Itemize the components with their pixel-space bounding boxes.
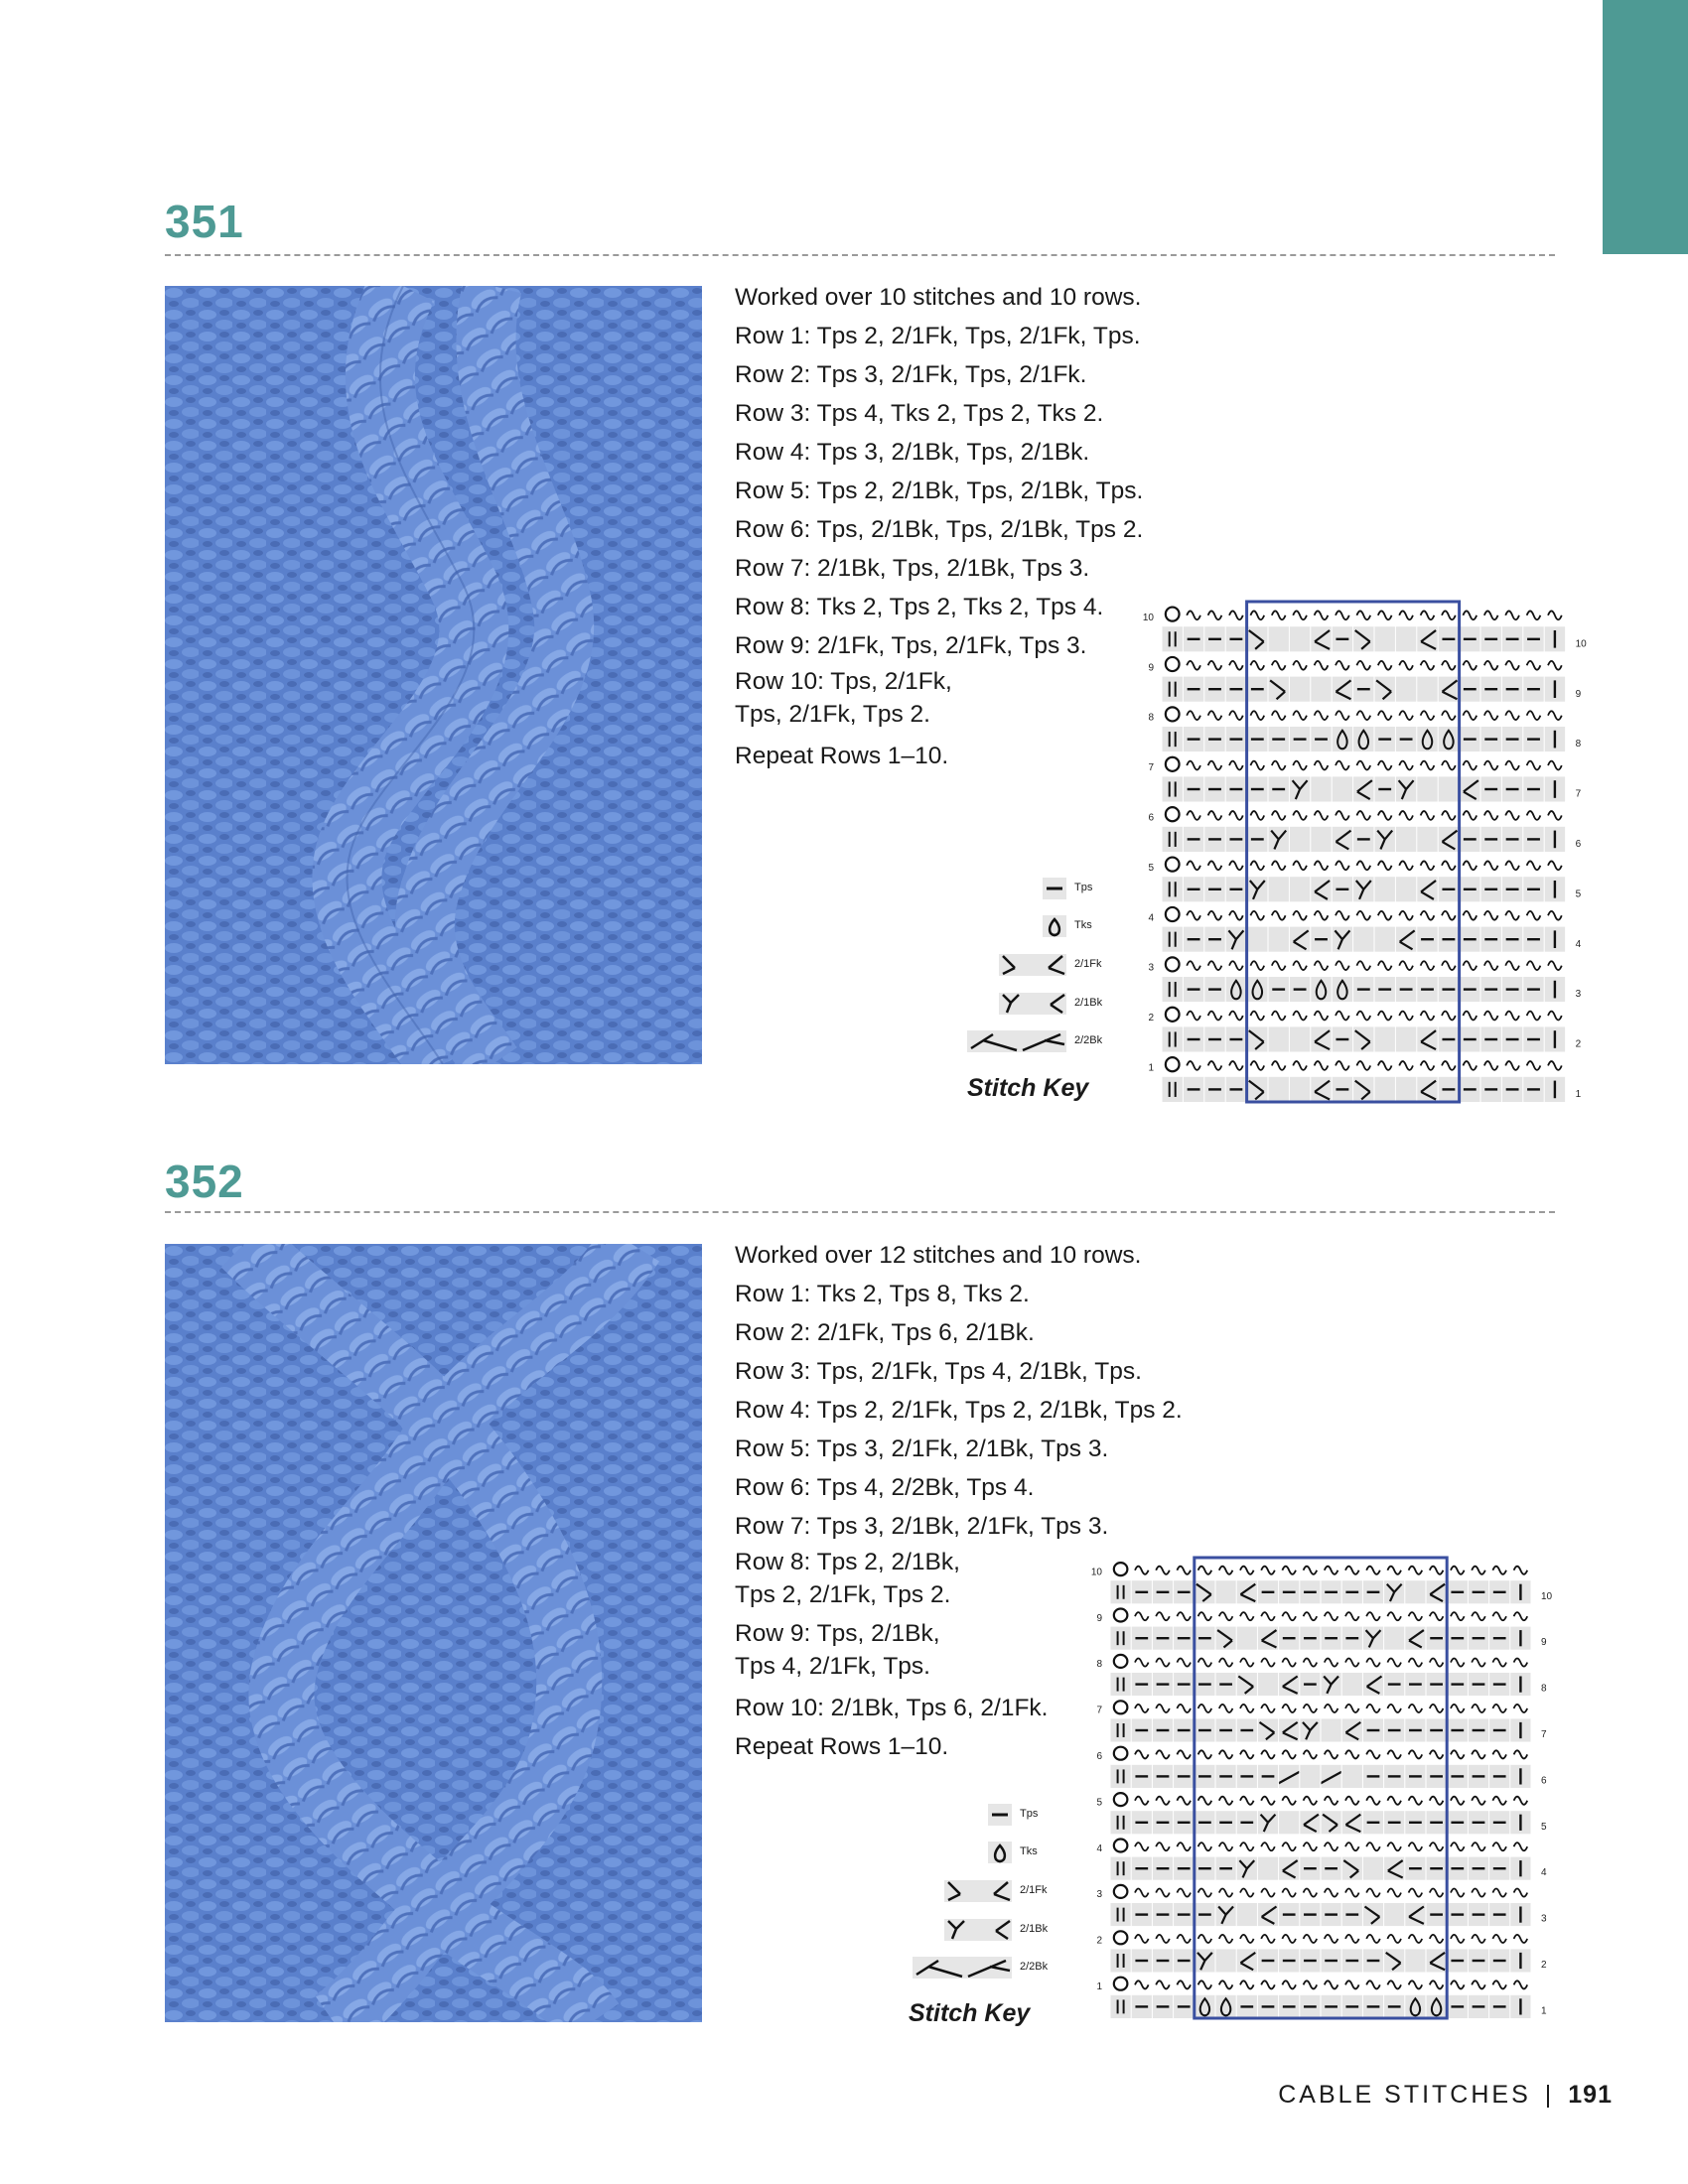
chart-row-number-left: 8 bbox=[1096, 1659, 1102, 1671]
chart-row-number-right: 2 bbox=[1541, 1959, 1547, 1971]
chart-row-number-right: 10 bbox=[1575, 638, 1587, 650]
chart-row-number-right: 3 bbox=[1575, 989, 1582, 1001]
dashed-divider bbox=[165, 254, 1555, 256]
swatch-photo bbox=[165, 286, 702, 1064]
stitch-key bbox=[899, 1804, 1049, 1982]
chart-row-number-right: 4 bbox=[1541, 1867, 1547, 1879]
chart-row-number-left: 3 bbox=[1148, 962, 1154, 974]
instruction-line: Row 7: Tps 3, 2/1Bk, 2/1Fk, Tps 3. bbox=[735, 1513, 1109, 1540]
chart-row-number-right: 1 bbox=[1575, 1088, 1582, 1100]
instructions bbox=[735, 278, 1143, 775]
instruction-line: Row 3: Tps 4, Tks 2, Tps 2, Tks 2. bbox=[735, 400, 1104, 427]
instruction-line: Row 6: Tps 4, 2/2Bk, Tps 4. bbox=[735, 1474, 1035, 1501]
instruction-line: Row 7: 2/1Bk, Tps, 2/1Bk, Tps 3. bbox=[735, 555, 1090, 582]
chart-row-number-right: 8 bbox=[1541, 1683, 1547, 1695]
swatch-photo bbox=[165, 1244, 702, 2022]
knitting-chart bbox=[1132, 598, 1589, 1118]
chart-row-number-right: 6 bbox=[1575, 838, 1582, 850]
instruction-line: Row 8: Tps 2, 2/1Bk, Tps 2, 2/1Fk, Tps 2. bbox=[735, 1549, 960, 1608]
instruction-line: Worked over 12 stitches and 10 rows. bbox=[735, 1242, 1142, 1269]
chart-row-number-left: 2 bbox=[1148, 1013, 1154, 1024]
chart-row-number-right: 3 bbox=[1541, 1913, 1547, 1925]
chart-row-number-left: 9 bbox=[1096, 1612, 1102, 1624]
chart-row-number-right: 6 bbox=[1541, 1775, 1547, 1787]
chart-row-number-right: 1 bbox=[1541, 2005, 1547, 2017]
stitch-key-symbols bbox=[953, 878, 1092, 1056]
instruction-line: Row 10: Tps, 2/1Fk, Tps, 2/1Fk, Tps 2. bbox=[735, 668, 952, 728]
instruction-line: Row 5: Tps 3, 2/1Fk, 2/1Bk, Tps 3. bbox=[735, 1435, 1109, 1462]
key-label-21fk: 2/1Fk bbox=[1074, 958, 1102, 970]
chart-stitch-row bbox=[1162, 776, 1566, 801]
chart-stitch-row bbox=[1162, 927, 1566, 952]
instruction-line: Row 1: Tps 2, 2/1Fk, Tps, 2/1Fk, Tps. bbox=[735, 323, 1141, 349]
key-label-tks: Tks bbox=[1020, 1845, 1038, 1857]
chart-row-number-right: 9 bbox=[1575, 688, 1582, 700]
chart-row-number-right: 8 bbox=[1575, 739, 1582, 751]
chart-row-number-right: 7 bbox=[1575, 788, 1582, 800]
page-number: 191 bbox=[1568, 2081, 1613, 2109]
chart-row-number-left: 2 bbox=[1096, 1935, 1102, 1947]
instruction-line: Row 10: 2/1Bk, Tps 6, 2/1Fk. bbox=[735, 1695, 1049, 1721]
chart-row-number-left: 6 bbox=[1096, 1751, 1102, 1762]
pattern-number: 352 bbox=[165, 1156, 244, 1207]
instruction-line: Row 9: 2/1Fk, Tps, 2/1Fk, Tps 3. bbox=[735, 632, 1087, 659]
chart-row-number-right: 7 bbox=[1541, 1728, 1547, 1740]
instruction-line: Row 1: Tks 2, Tps 8, Tks 2. bbox=[735, 1281, 1030, 1307]
knitting-chart bbox=[1082, 1554, 1589, 2034]
chart-row-number-left: 5 bbox=[1096, 1797, 1102, 1809]
instruction-line: Worked over 10 stitches and 10 rows. bbox=[735, 284, 1142, 311]
stitch-key-symbols bbox=[899, 1804, 1038, 1982]
chart-row-number-right: 2 bbox=[1575, 1038, 1582, 1050]
key-label-tps: Tps bbox=[1020, 1808, 1039, 1820]
chart-row-number-right: 5 bbox=[1541, 1821, 1547, 1833]
chart-row-number-left: 7 bbox=[1096, 1705, 1102, 1716]
chart-row-number-left: 1 bbox=[1148, 1062, 1154, 1074]
chart-row-number-left: 7 bbox=[1148, 762, 1154, 774]
chart-row-number-left: 4 bbox=[1148, 912, 1154, 924]
instruction-line: Row 3: Tps, 2/1Fk, Tps 4, 2/1Bk, Tps. bbox=[735, 1358, 1142, 1385]
key-label-22bk: 2/2Bk bbox=[1020, 1961, 1049, 1973]
page-footer: CABLE STITCHES | 191 bbox=[1278, 2081, 1613, 2109]
key-label-tks: Tks bbox=[1074, 919, 1092, 931]
instruction-line: Row 4: Tps 2, 2/1Fk, Tps 2, 2/1Bk, Tps 2. bbox=[735, 1397, 1183, 1424]
chart-row-number-left: 10 bbox=[1090, 1567, 1102, 1578]
instruction-line: Row 4: Tps 3, 2/1Bk, Tps, 2/1Bk. bbox=[735, 439, 1090, 466]
chart-row-number-left: 4 bbox=[1096, 1843, 1102, 1854]
chart-row-number-left: 9 bbox=[1148, 662, 1154, 674]
key-label-22bk: 2/2Bk bbox=[1074, 1034, 1103, 1046]
chart-row-number-left: 5 bbox=[1148, 862, 1154, 874]
chart-row-number-left: 10 bbox=[1142, 612, 1154, 623]
chart-row-number-left: 3 bbox=[1096, 1889, 1102, 1901]
instruction-line: Repeat Rows 1–10. bbox=[735, 743, 949, 769]
pattern-number: 351 bbox=[165, 196, 244, 247]
instruction-line: Row 8: Tks 2, Tps 2, Tks 2, Tps 4. bbox=[735, 594, 1104, 620]
dashed-divider bbox=[165, 1211, 1555, 1213]
instruction-line: Row 6: Tps, 2/1Bk, Tps, 2/1Bk, Tps 2. bbox=[735, 516, 1144, 543]
instruction-line: Row 9: Tps, 2/1Bk, Tps 4, 2/1Fk, Tps. bbox=[735, 1620, 940, 1680]
chart-row-number-left: 8 bbox=[1148, 712, 1154, 724]
stitch-key-title: Stitch Key bbox=[967, 1074, 1089, 1102]
instruction-line: Row 5: Tps 2, 2/1Bk, Tps, 2/1Bk, Tps. bbox=[735, 478, 1144, 504]
chart-row-number-right: 5 bbox=[1575, 888, 1582, 900]
chart-row-number-left: 6 bbox=[1148, 812, 1154, 824]
chart-row-number-right: 9 bbox=[1541, 1637, 1547, 1649]
chart-row-number-right: 4 bbox=[1575, 938, 1582, 950]
key-label-tps: Tps bbox=[1074, 882, 1093, 893]
instruction-line: Row 2: Tps 3, 2/1Fk, Tps, 2/1Fk. bbox=[735, 361, 1087, 388]
instruction-line: Row 2: 2/1Fk, Tps 6, 2/1Bk. bbox=[735, 1319, 1035, 1346]
stitch-key bbox=[953, 878, 1103, 1056]
key-label-21fk: 2/1Fk bbox=[1020, 1884, 1048, 1896]
key-label-21bk: 2/1Bk bbox=[1074, 997, 1103, 1009]
footer-section: CABLE STITCHES bbox=[1278, 2081, 1531, 2109]
key-label-21bk: 2/1Bk bbox=[1020, 1923, 1049, 1935]
chart-row-number-right: 10 bbox=[1541, 1590, 1553, 1602]
chart-row-number-left: 1 bbox=[1096, 1981, 1102, 1992]
chapter-tab bbox=[1603, 0, 1688, 254]
instruction-line: Repeat Rows 1–10. bbox=[735, 1733, 949, 1760]
stitch-key-title: Stitch Key bbox=[909, 1999, 1031, 2027]
